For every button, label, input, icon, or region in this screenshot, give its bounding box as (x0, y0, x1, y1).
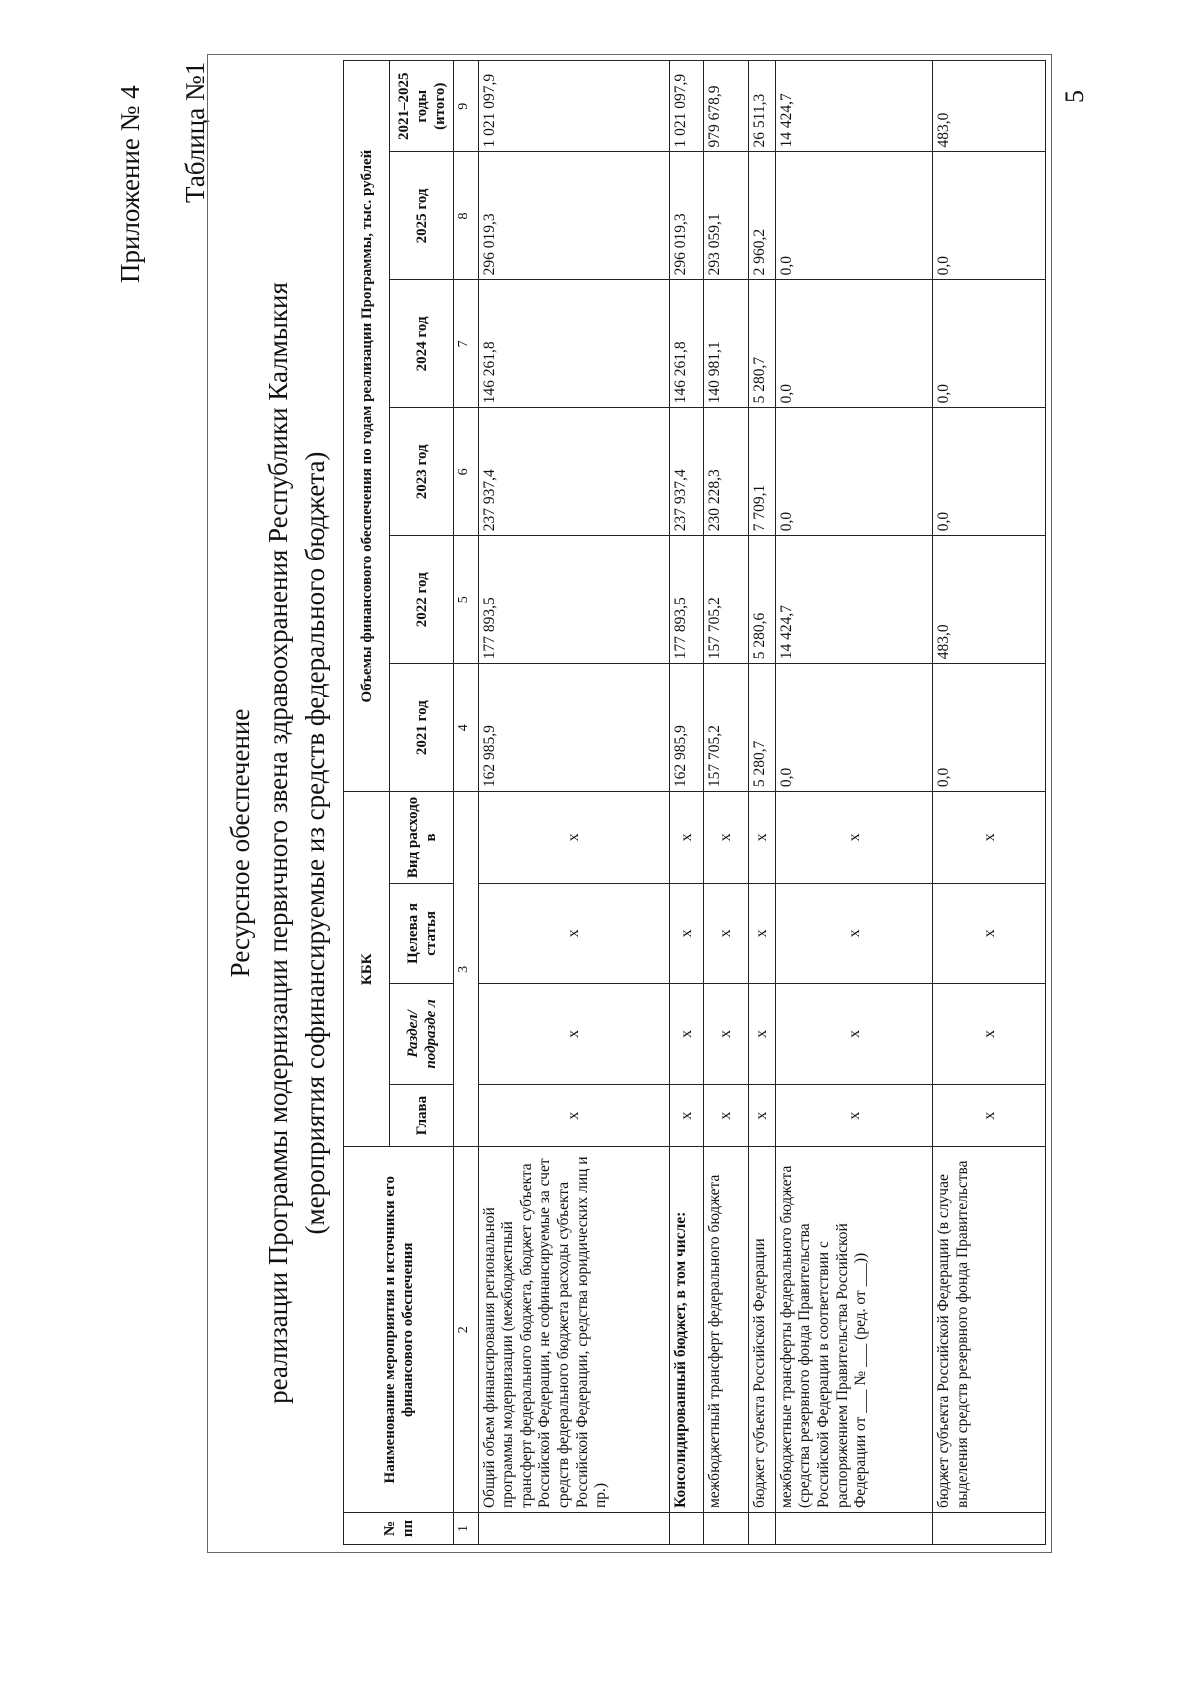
cell-razdel: x (748, 984, 775, 1085)
index-cell: 6 (454, 408, 479, 536)
index-cell: 8 (454, 152, 479, 280)
header-volumes: Объемы финансового обеспечения по годам реализации Программы, тыс. рублей (344, 61, 390, 792)
table-row (478, 61, 669, 1545)
page-number: 5 (1060, 90, 1089, 103)
appendix-label: Приложение № 4 (115, 85, 145, 283)
index-cell: 2 (454, 1147, 479, 1513)
header-2022: 2022 год (390, 536, 454, 664)
cell-y2023: 237 937,4 (478, 408, 669, 536)
header-2024: 2024 год (390, 280, 454, 408)
cell-vid: x (933, 792, 1046, 883)
row-name: бюджет субъекта Российской Федерации (748, 1147, 775, 1513)
header-2025: 2025 год (390, 152, 454, 280)
cell-total: 483,0 (933, 61, 1046, 152)
cell-y2024: 5 280,7 (748, 280, 775, 408)
row-number (775, 1513, 933, 1545)
cell-glava: x (478, 1084, 669, 1147)
cell-tselevaya: x (933, 883, 1046, 984)
cell-razdel: x (775, 984, 933, 1085)
cell-total: 1 021 097,9 (478, 61, 669, 152)
header-2023: 2023 год (390, 408, 454, 536)
table-number: Таблица №1 (180, 61, 210, 203)
cell-total: 979 678,9 (703, 61, 748, 152)
header-2021: 2021 год (390, 664, 454, 792)
cell-y2022: 483,0 (933, 536, 1046, 664)
cell-y2023: 237 937,4 (669, 408, 703, 536)
cell-total: 26 511,3 (748, 61, 775, 152)
row-name: Консолидированный бюджет, в том числе: (669, 1147, 703, 1513)
table-row (703, 61, 748, 1545)
cell-y2024: 146 261,8 (478, 280, 669, 408)
index-cell: 4 (454, 664, 479, 792)
cell-tselevaya: x (703, 883, 748, 984)
cell-y2025: 296 019,3 (478, 152, 669, 280)
cell-y2022: 14 424,7 (775, 536, 933, 664)
cell-y2023: 0,0 (933, 408, 1046, 536)
header-name: Наименование мероприятия и источники его финансового обеспечения (344, 1147, 454, 1513)
index-row (454, 61, 479, 1545)
cell-tselevaya: x (478, 883, 669, 984)
cell-vid: x (478, 792, 669, 883)
cell-y2021: 0,0 (775, 664, 933, 792)
title-line-2: реализации Программы модернизации первичного звена здравоохранения Республики Калмыкия (263, 282, 293, 1404)
row-name: Общий объем финансирования региональной программы модернизации (межбюджетный трансферт федерального бюджета, бюджет субъекта Российской Федерации, не софинансируемые за счет средств федерального бюджета расходы субъекта Российской Федерации, средства юридических лиц и пр.) (478, 1147, 669, 1513)
table-row (669, 61, 703, 1545)
row-name: бюджет субъекта Российской Федерации (в случае выделения средств резервного фонда Правительства (933, 1147, 1046, 1513)
index-cell: 3 (454, 792, 479, 1147)
cell-y2025: 0,0 (775, 152, 933, 280)
cell-y2025: 293 059,1 (703, 152, 748, 280)
table-row (933, 61, 1046, 1545)
cell-y2022: 5 280,6 (748, 536, 775, 664)
cell-total: 14 424,7 (775, 61, 933, 152)
title-line-1: Ресурсное обеспечение (225, 708, 255, 978)
row-number (478, 1513, 669, 1545)
cell-y2024: 0,0 (933, 280, 1046, 408)
table-row (775, 61, 933, 1545)
table-row (748, 61, 775, 1545)
cell-y2021: 5 280,7 (748, 664, 775, 792)
title-line-3: (мероприятия софинансируемые из средств федерального бюджета) (300, 451, 330, 1235)
resource-table (343, 60, 1046, 1545)
cell-total: 1 021 097,9 (669, 61, 703, 152)
cell-razdel: x (478, 984, 669, 1085)
cell-y2024: 0,0 (775, 280, 933, 408)
cell-vid: x (775, 792, 933, 883)
header-tselevaya: Целева я статья (390, 883, 454, 984)
index-cell: 7 (454, 280, 479, 408)
cell-glava: x (669, 1084, 703, 1147)
cell-glava: x (775, 1084, 933, 1147)
cell-y2025: 296 019,3 (669, 152, 703, 280)
header-razdel: Раздел/ подразде л (390, 984, 454, 1085)
row-number (933, 1513, 1046, 1545)
cell-razdel: x (669, 984, 703, 1085)
cell-y2021: 157 705,2 (703, 664, 748, 792)
cell-vid: x (669, 792, 703, 883)
row-name: межбюджетные трансферты федерального бюджета (средства резервного фонда Правительства Российской Федерации в соответствии с распоряжением Правительства Российской Федерации от ___ № ___ (ред. от ___)) (775, 1147, 933, 1513)
row-number (669, 1513, 703, 1545)
cell-y2023: 7 709,1 (748, 408, 775, 536)
cell-tselevaya: x (669, 883, 703, 984)
cell-glava: x (703, 1084, 748, 1147)
row-number (703, 1513, 748, 1545)
cell-y2023: 0,0 (775, 408, 933, 536)
cell-glava: x (933, 1084, 1046, 1147)
cell-y2025: 0,0 (933, 152, 1046, 280)
header-glava: Глава (390, 1084, 454, 1147)
cell-y2022: 157 705,2 (703, 536, 748, 664)
header-vid: Вид расходо в (390, 792, 454, 883)
cell-y2024: 140 981,1 (703, 280, 748, 408)
cell-y2024: 146 261,8 (669, 280, 703, 408)
cell-y2022: 177 893,5 (669, 536, 703, 664)
cell-vid: x (748, 792, 775, 883)
cell-y2021: 0,0 (933, 664, 1046, 792)
row-name: межбюджетный трансферт федерального бюджета (703, 1147, 748, 1513)
index-cell: 1 (454, 1513, 479, 1545)
cell-y2021: 162 985,9 (669, 664, 703, 792)
cell-tselevaya: x (748, 883, 775, 984)
header-kbk: КБК (344, 792, 390, 1147)
cell-y2023: 230 228,3 (703, 408, 748, 536)
index-cell: 9 (454, 61, 479, 152)
row-number (748, 1513, 775, 1545)
cell-vid: x (703, 792, 748, 883)
cell-razdel: x (703, 984, 748, 1085)
cell-tselevaya: x (775, 883, 933, 984)
header-no: № пп (344, 1513, 454, 1545)
cell-y2021: 162 985,9 (478, 664, 669, 792)
cell-y2022: 177 893,5 (478, 536, 669, 664)
cell-y2025: 2 960,2 (748, 152, 775, 280)
cell-glava: x (748, 1084, 775, 1147)
index-cell: 5 (454, 536, 479, 664)
cell-razdel: x (933, 984, 1046, 1085)
header-total: 2021–2025 годы (итого) (390, 61, 454, 152)
